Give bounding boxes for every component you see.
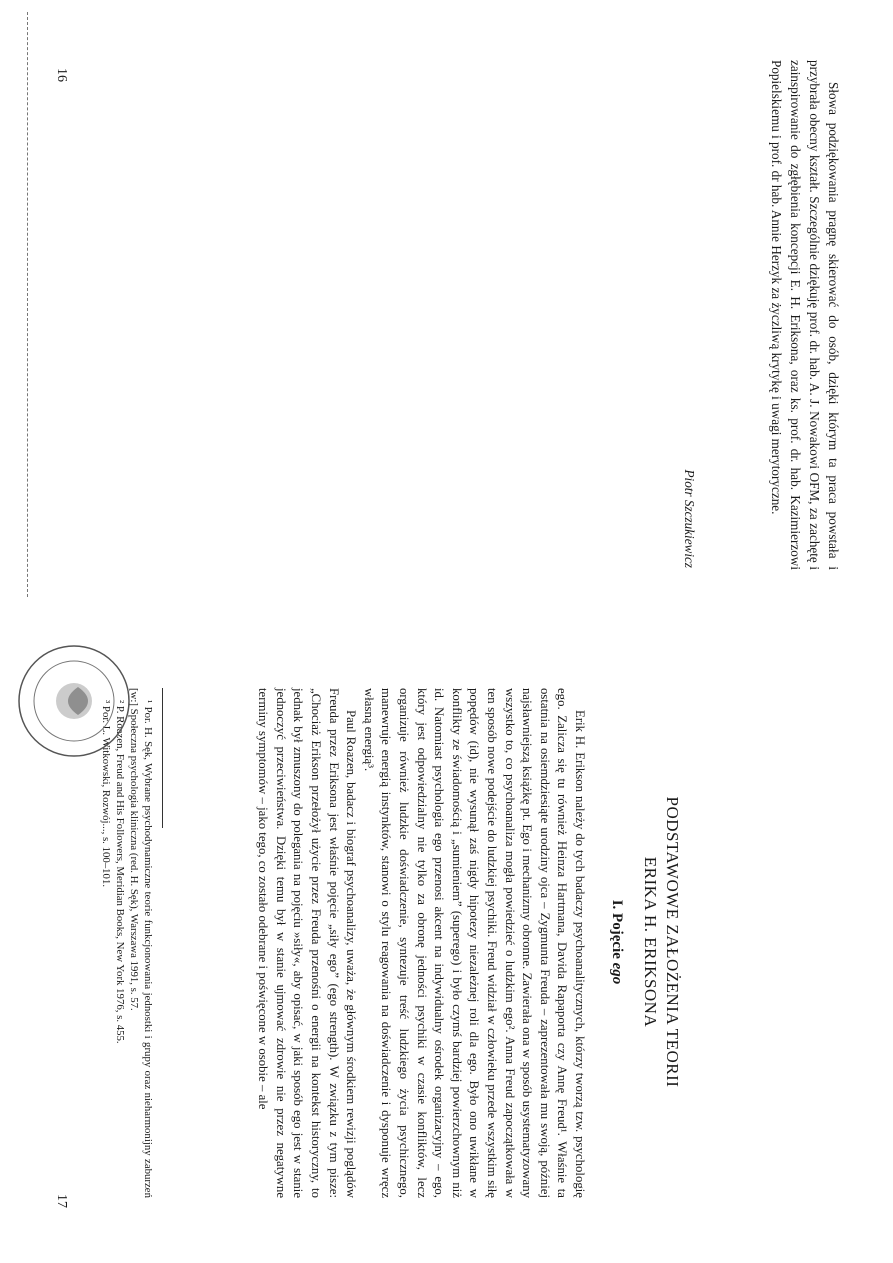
section-title <box>608 692 625 1192</box>
library-stamp-icon <box>15 642 133 760</box>
page-17 <box>0 632 893 1232</box>
footnote-3: ³ Por. L. Witkowski, Rozwój..., s. 100–101. <box>100 700 112 888</box>
acknowledgements-paragraph: Słowa podziękowania pragnę skierować do osób, dzięki którym ta praca powstała i przybrała obecny kształt. Szczególnie dziękuję prof. dr. hab. A. J. Nowakowi OFM, za zachętę i zainspirowanie do zgłębienia koncepcji E. H. Eriksona, oraz ks. prof. dr. hab. Kazimierzowi Popielskiemu i prof. dr hab. Annie Herzyk za życzliwą krytykę i uwagi merytoryczne. <box>769 60 841 570</box>
footnotes <box>99 688 155 1198</box>
page-16 <box>0 0 893 600</box>
page-number-16: 16 <box>54 68 69 82</box>
footnote-rule <box>162 688 163 828</box>
footnote-2: ² P. Roazen, Freud and His Followers, Meridian Books, New York 1976, s. 455. <box>114 700 126 1044</box>
acknowledgements-text <box>767 60 843 570</box>
chapter-title <box>639 692 683 1192</box>
page-divider <box>27 12 28 597</box>
chapter-title-line-1: PODSTAWOWE ZAŁOŻENIA TEORII <box>663 796 682 1088</box>
author-signature: Piotr Szczukiewicz <box>682 469 697 568</box>
body-paragraph-1: Erik H. Erikson należy do tych badaczy psychoanalitycznych, którzy tworzą tzw. psychologię ego. Zalicza się tu również Heinza Hartmana, Davida Rapaporta czy Annę Freud¹. Właśnie ta ostatnia na osiemdziesiąte urodziny ojca – Zygmunta Freuda – zaprezentowała mu swoją, później najsławniejszą książkę pt. Ego i mechanizmy obronne. Zawierała ona w sposób usystematyzowany wszystko to, co psychoanaliza mogła powiedzieć o ludzkim ego². Anna Freud zapoczątkowała w ten sposób nowe podejście do ludzkiej psychiki. Freud widział w człowieku przede wszystkim siłę popędów (id), nie wysunął zaś nigdy hipotezy niezależnej roli dla ego. Było ono uwikłane w konflikty ze świadomością i „sumieniem” (superego) i było czymś bardziej powierzchownym niż id. Natomiast psychologia ego przenosi akcent na indywidualny ośrodek organizacyjny – ego, który jest odpowiedzialny nie tylko za obronę jedności psychiki w czasie konfliktów, lecz organizuje również ludzkie doświadczenie, syntezuje treść ludzkiego życia psychicznego, manewruje energią instynktów, stanowi o stylu reagowania na doświadczenie i dysponuje wręcz własną energią³. <box>361 688 587 1198</box>
body-paragraph-2: Paul Roazen, badacz i biograf psychoanalizy, uważa, że głównym środkiem rewizji poglądów Freuda przez Eriksona jest właśnie pojęcie „siły ego” (ego strength). W związku z tym pisze: „Chociaż Erikson przełożył użycie przez Freuda przenośni o energii na kontekst historyczny, to jednak był zmuszony do polegania na pojęciu »siły«, aby opisać, w jaki sposób ego jest w stanie jednoczyć przeciwieństwa. Dzięki temu był w stanie ujmować zdrowie nie przez negatywne terminy symptomów – jako tego, co zostało odebrane i poświęcone w osobie – ale <box>256 688 359 1198</box>
page-number-17: 17 <box>54 1194 69 1208</box>
footnote-1: ¹ Por. H. Sęk, Wybrane psychodynamiczne teorie funkcjonowania jednostki i grupy oraz nieharmonijny zaburzeń [w:] Społeczna psychologia kliniczna (red. H. Sęk), Warszawa 1991, s. 57. <box>128 688 154 1198</box>
section-number: I. Pojęcie <box>609 899 625 959</box>
chapter-title-line-2: ERIKA H. ERIKSONA <box>641 856 660 1028</box>
section-word: ego <box>609 962 625 985</box>
chapter-body <box>254 688 588 1198</box>
